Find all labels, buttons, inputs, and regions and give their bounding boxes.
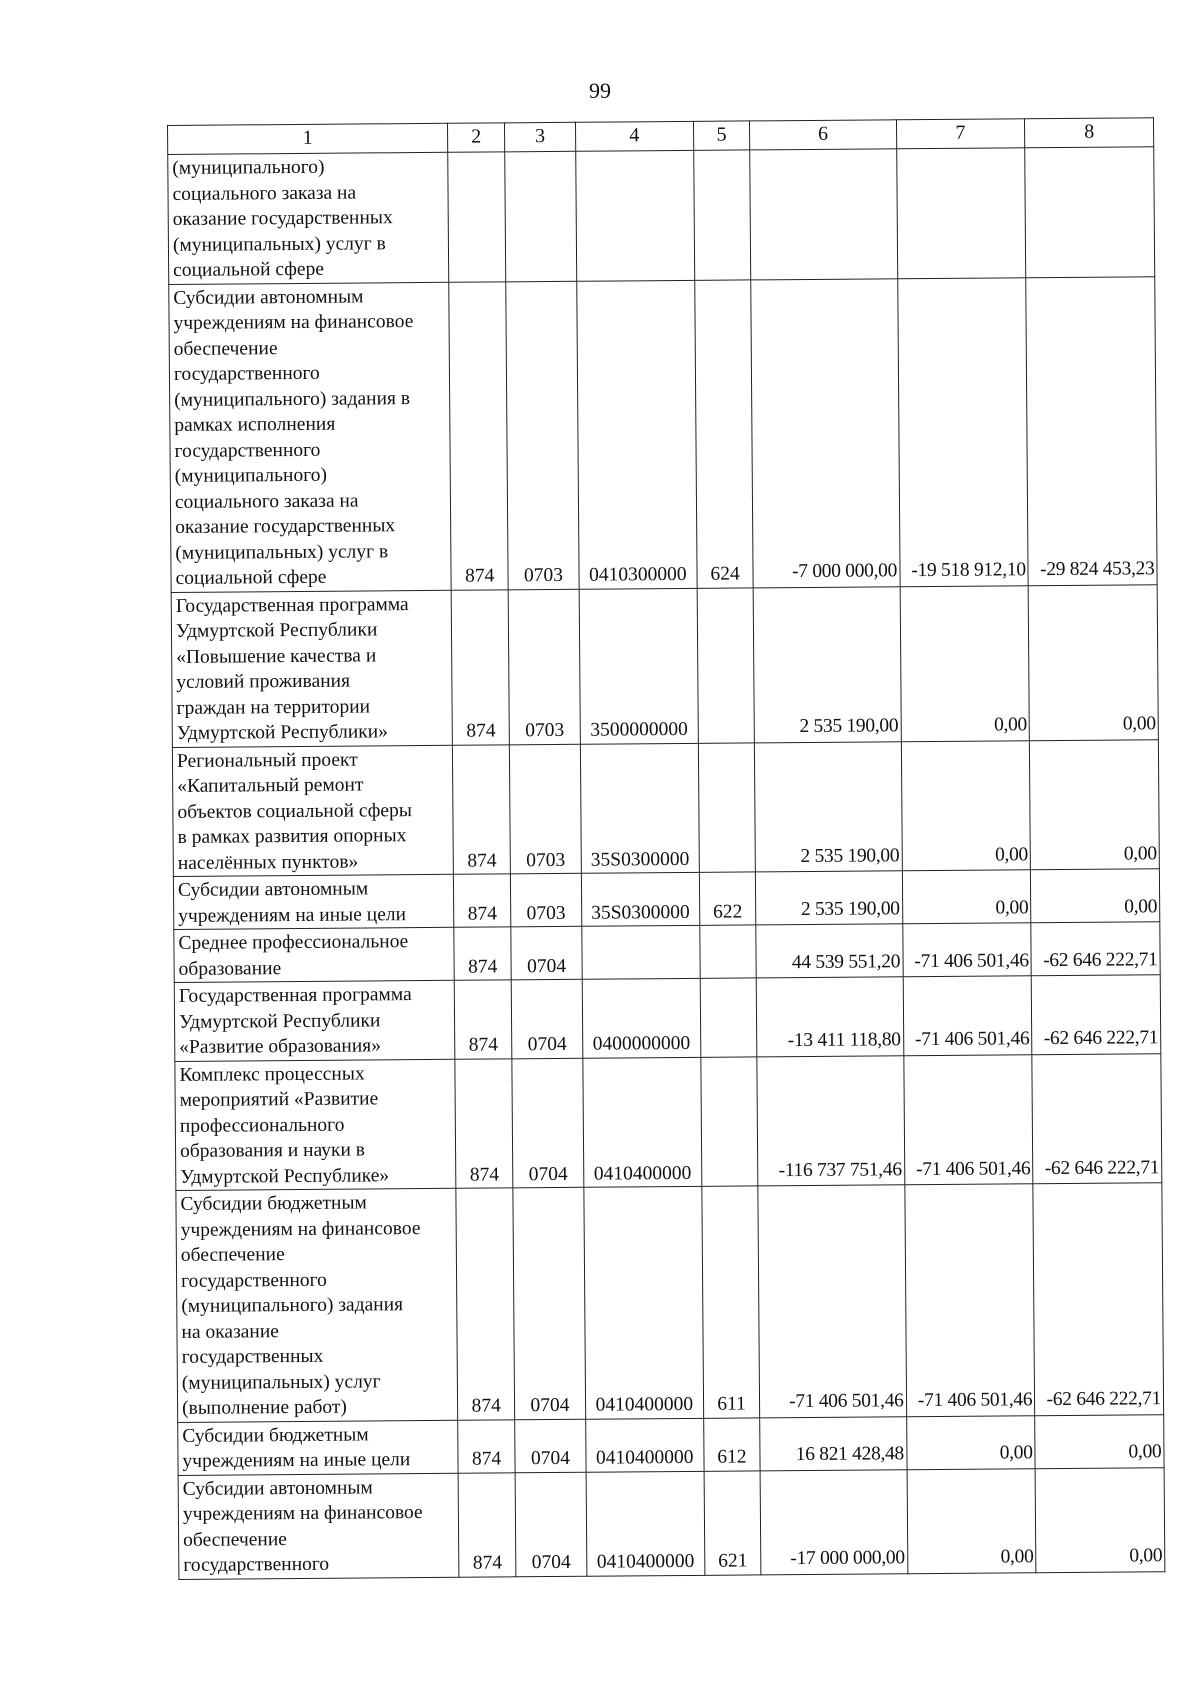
amount-col7-cell: 0,00 bbox=[901, 740, 1031, 871]
item-name-line: в рамках развития опорных bbox=[177, 825, 407, 848]
item-name-line: обеспечение bbox=[180, 1244, 285, 1266]
item-name-line: Субсидии автономным bbox=[182, 1476, 373, 1500]
ved-code-cell: 874 bbox=[449, 281, 508, 589]
item-name-line: Удмуртской Республике» bbox=[180, 1164, 390, 1188]
item-name-line: (муниципального) задания в bbox=[174, 387, 411, 411]
item-name-cell bbox=[175, 1059, 456, 1191]
ved-code-cell: 874 bbox=[455, 1058, 513, 1188]
ved-code-cell: 874 bbox=[451, 589, 509, 744]
item-name-cell bbox=[172, 745, 453, 877]
item-name-line: «Развитие образования» bbox=[179, 1035, 382, 1058]
section-code-cell: 0704 bbox=[511, 926, 582, 980]
section-code-cell: 0703 bbox=[506, 281, 579, 590]
header-cell: 4 bbox=[575, 121, 693, 151]
expense-type-cell: 624 bbox=[694, 279, 753, 587]
target-article-cell: 35S0300000 bbox=[580, 743, 699, 873]
section-code-cell: 0704 bbox=[515, 1472, 587, 1577]
item-name-line: государственного bbox=[183, 1553, 330, 1576]
item-name-line: Государственная программа bbox=[178, 984, 412, 1007]
item-name-line: (выполнение работ) bbox=[181, 1396, 347, 1419]
section-code-cell bbox=[505, 151, 577, 281]
header-cell: 2 bbox=[448, 123, 505, 152]
item-name-line: (муниципальных) услуг в bbox=[175, 540, 389, 564]
target-article-cell: 3500000000 bbox=[579, 588, 698, 744]
expense-type-cell bbox=[698, 742, 756, 872]
item-name-line: мероприятий «Развитие bbox=[179, 1088, 379, 1111]
page-number: 99 bbox=[589, 78, 611, 103]
target-article-cell: 0410400000 bbox=[586, 1418, 704, 1472]
item-name-cell bbox=[168, 152, 449, 284]
item-name-cell bbox=[178, 1420, 459, 1475]
amount-col8-cell: -62 646 222,71 bbox=[1033, 1183, 1164, 1416]
item-name-line: Субсидии автономным bbox=[177, 878, 369, 901]
amount-col7-cell: 0,00 bbox=[900, 585, 1030, 741]
item-name-line: (муниципального) bbox=[174, 464, 327, 487]
section-code-cell: 0704 bbox=[511, 979, 583, 1058]
amount-col8-cell: -62 646 222,71 bbox=[1032, 1053, 1162, 1184]
target-article-cell: 0410400000 bbox=[586, 1471, 705, 1576]
item-name-line: учреждениям на финансовое bbox=[180, 1217, 421, 1241]
amount-col6-cell: 2 535 190,00 bbox=[755, 741, 902, 872]
item-name-line: (муниципального) bbox=[172, 156, 325, 179]
item-name-cell bbox=[174, 980, 455, 1061]
table-row bbox=[178, 1414, 1164, 1475]
item-name-line: на оказание bbox=[181, 1320, 279, 1343]
amount-col6-cell: 16 821 428,48 bbox=[760, 1416, 907, 1470]
amount-col8-cell: 0,00 bbox=[1030, 739, 1160, 870]
ved-code-cell: 874 bbox=[455, 980, 512, 1059]
item-name-line: Удмуртской Республики bbox=[175, 619, 378, 642]
target-article-cell bbox=[576, 150, 695, 280]
header-cell: 8 bbox=[1025, 118, 1154, 148]
item-name-line: социальной сфере bbox=[175, 566, 327, 589]
item-name-line: государственного bbox=[174, 439, 321, 462]
item-name-line: оказание государственных bbox=[175, 515, 396, 538]
ved-code-cell: 874 bbox=[458, 1472, 516, 1576]
amount-col7-cell: 0,00 bbox=[906, 1415, 1035, 1469]
section-code-cell: 0704 bbox=[513, 1187, 586, 1419]
amount-col8-cell: -29 824 453,23 bbox=[1026, 276, 1157, 585]
item-name-line: Удмуртской Республики bbox=[178, 1009, 381, 1033]
ved-code-cell: 874 bbox=[454, 874, 511, 927]
section-code-cell: 0704 bbox=[512, 1058, 584, 1188]
target-article-cell: 0410300000 bbox=[577, 280, 697, 589]
expense-type-cell bbox=[693, 150, 751, 280]
section-code-cell: 0704 bbox=[515, 1419, 586, 1473]
amount-col8-cell: 0,00 bbox=[1035, 1414, 1164, 1468]
amount-col8-cell: -62 646 222,71 bbox=[1031, 922, 1160, 976]
item-name-line: учреждениям на иные цели bbox=[182, 1449, 411, 1472]
target-article-cell: 0410400000 bbox=[584, 1186, 704, 1418]
item-name-line: образования и науки в bbox=[179, 1139, 366, 1162]
amount-col6-cell: 2 535 190,00 bbox=[754, 586, 901, 742]
expense-type-cell: 612 bbox=[703, 1417, 760, 1470]
amount-col6-cell bbox=[750, 149, 897, 280]
amount-col8-cell: 0,00 bbox=[1031, 869, 1160, 923]
item-name-line: социального заказа на bbox=[174, 490, 359, 513]
item-name-line: обеспечение bbox=[173, 337, 278, 360]
amount-col7-cell: -71 406 501,46 bbox=[902, 923, 1031, 977]
ved-code-cell: 874 bbox=[453, 744, 511, 874]
item-name-line: профессионального bbox=[179, 1114, 345, 1137]
ved-code-cell: 874 bbox=[458, 1419, 515, 1472]
item-name-line: населённых пунктов» bbox=[177, 851, 359, 874]
item-name-line: государственного bbox=[180, 1269, 327, 1292]
amount-col8-cell bbox=[1025, 147, 1155, 278]
item-name-line: «Капитальный ремонт bbox=[177, 774, 364, 797]
item-name-line: учреждениям на финансовое bbox=[173, 311, 414, 334]
item-name-line: государственных bbox=[181, 1345, 324, 1368]
table-row bbox=[172, 739, 1159, 876]
amount-col7-cell: 0,00 bbox=[907, 1468, 1037, 1573]
expense-type-cell bbox=[697, 587, 755, 742]
item-name-line: (муниципальных) услуг в bbox=[172, 232, 386, 256]
table-row bbox=[168, 147, 1155, 284]
expense-type-cell: 611 bbox=[702, 1186, 761, 1418]
item-name-cell bbox=[178, 1473, 459, 1579]
table-row bbox=[171, 584, 1158, 747]
table-row bbox=[175, 1053, 1162, 1190]
ved-code-cell: 874 bbox=[456, 1188, 515, 1420]
item-name-line: Субсидии автономным bbox=[173, 285, 364, 309]
amount-col6-cell: -116 737 751,46 bbox=[757, 1055, 904, 1186]
table-row bbox=[173, 869, 1159, 930]
item-name-line: рамках исполнения bbox=[174, 413, 336, 436]
item-name-line: (муниципального) задания bbox=[181, 1294, 404, 1317]
ved-code-cell bbox=[448, 152, 506, 282]
amount-col6-cell: -13 411 118,80 bbox=[757, 977, 904, 1057]
section-code-cell: 0703 bbox=[510, 873, 581, 927]
table-row bbox=[176, 1183, 1164, 1422]
item-name-line: условий проживания bbox=[176, 670, 351, 693]
item-name-line: граждан на территории bbox=[176, 695, 371, 719]
amount-col7-cell: -19 518 912,10 bbox=[897, 277, 1028, 586]
item-name-line: Субсидии бюджетным bbox=[180, 1192, 367, 1215]
amount-col7-cell: 0,00 bbox=[902, 870, 1031, 924]
header-cell: 1 bbox=[168, 123, 449, 154]
section-code-cell: 0703 bbox=[508, 589, 580, 745]
item-name-line: учреждениям на иные цели bbox=[178, 903, 407, 927]
table-row bbox=[178, 1467, 1165, 1579]
table-row bbox=[174, 975, 1161, 1061]
header-cell: 6 bbox=[750, 120, 896, 150]
amount-col6-cell: 2 535 190,00 bbox=[756, 871, 903, 925]
header-cell: 3 bbox=[504, 122, 575, 152]
amount-col7-cell bbox=[896, 148, 1026, 279]
item-name-line: социального заказа на bbox=[172, 182, 357, 205]
item-name-cell bbox=[176, 1188, 458, 1422]
item-name-line: объектов социальной сферы bbox=[177, 799, 412, 823]
amount-col6-cell: 44 539 551,20 bbox=[756, 924, 903, 978]
item-name-line: Региональный проект bbox=[176, 749, 358, 772]
expense-type-cell bbox=[699, 925, 756, 978]
expense-type-cell: 621 bbox=[704, 1470, 762, 1574]
table-row bbox=[169, 276, 1157, 592]
item-name-line: социальной сфере bbox=[173, 258, 325, 281]
amount-col7-cell: -71 406 501,46 bbox=[903, 1054, 1033, 1185]
expense-type-cell bbox=[700, 978, 757, 1057]
item-name-line: Субсидии бюджетным bbox=[182, 1423, 369, 1447]
header-cell: 7 bbox=[896, 119, 1025, 149]
item-name-line: учреждениям на финансовое bbox=[182, 1502, 423, 1525]
budget-table bbox=[167, 117, 1165, 1579]
item-name-line: (муниципальных) услуг bbox=[181, 1370, 381, 1394]
amount-col8-cell: 0,00 bbox=[1028, 584, 1158, 740]
item-name-cell bbox=[173, 874, 454, 929]
amount-col6-cell: -17 000 000,00 bbox=[760, 1469, 907, 1574]
expense-type-cell: 622 bbox=[699, 872, 756, 925]
item-name-line: обеспечение bbox=[183, 1528, 288, 1551]
item-name-line: Среднее профессиональное bbox=[178, 931, 409, 954]
amount-col8-cell: -62 646 222,71 bbox=[1031, 975, 1160, 1055]
item-name-cell bbox=[169, 282, 452, 592]
item-name-line: государственного bbox=[173, 362, 320, 385]
item-name-line: Удмуртской Республики» bbox=[176, 721, 388, 744]
item-name-cell bbox=[171, 590, 453, 747]
item-name-line: «Повышение качества и bbox=[176, 644, 377, 668]
item-name-line: образование bbox=[178, 957, 282, 980]
item-name-line: оказание государственных bbox=[172, 207, 393, 230]
ved-code-cell: 874 bbox=[454, 927, 511, 980]
amount-col8-cell: 0,00 bbox=[1035, 1467, 1165, 1572]
item-name-line: Государственная программа bbox=[175, 593, 409, 617]
section-code-cell: 0703 bbox=[509, 744, 581, 874]
target-article-cell: 0400000000 bbox=[582, 978, 700, 1057]
amount-col6-cell: -7 000 000,00 bbox=[751, 278, 900, 587]
item-name-line: Комплекс процессных bbox=[179, 1062, 365, 1086]
target-article-cell: 0410400000 bbox=[583, 1057, 702, 1187]
amount-col6-cell: -71 406 501,46 bbox=[758, 1185, 906, 1418]
target-article-cell: 35S0300000 bbox=[581, 872, 699, 926]
amount-col7-cell: -71 406 501,46 bbox=[904, 1184, 1035, 1417]
amount-col7-cell: -71 406 501,46 bbox=[903, 976, 1032, 1056]
expense-type-cell bbox=[701, 1056, 759, 1186]
target-article-cell bbox=[582, 925, 700, 979]
table-row bbox=[174, 922, 1160, 983]
item-name-cell bbox=[174, 927, 455, 982]
header-cell: 5 bbox=[693, 121, 750, 150]
